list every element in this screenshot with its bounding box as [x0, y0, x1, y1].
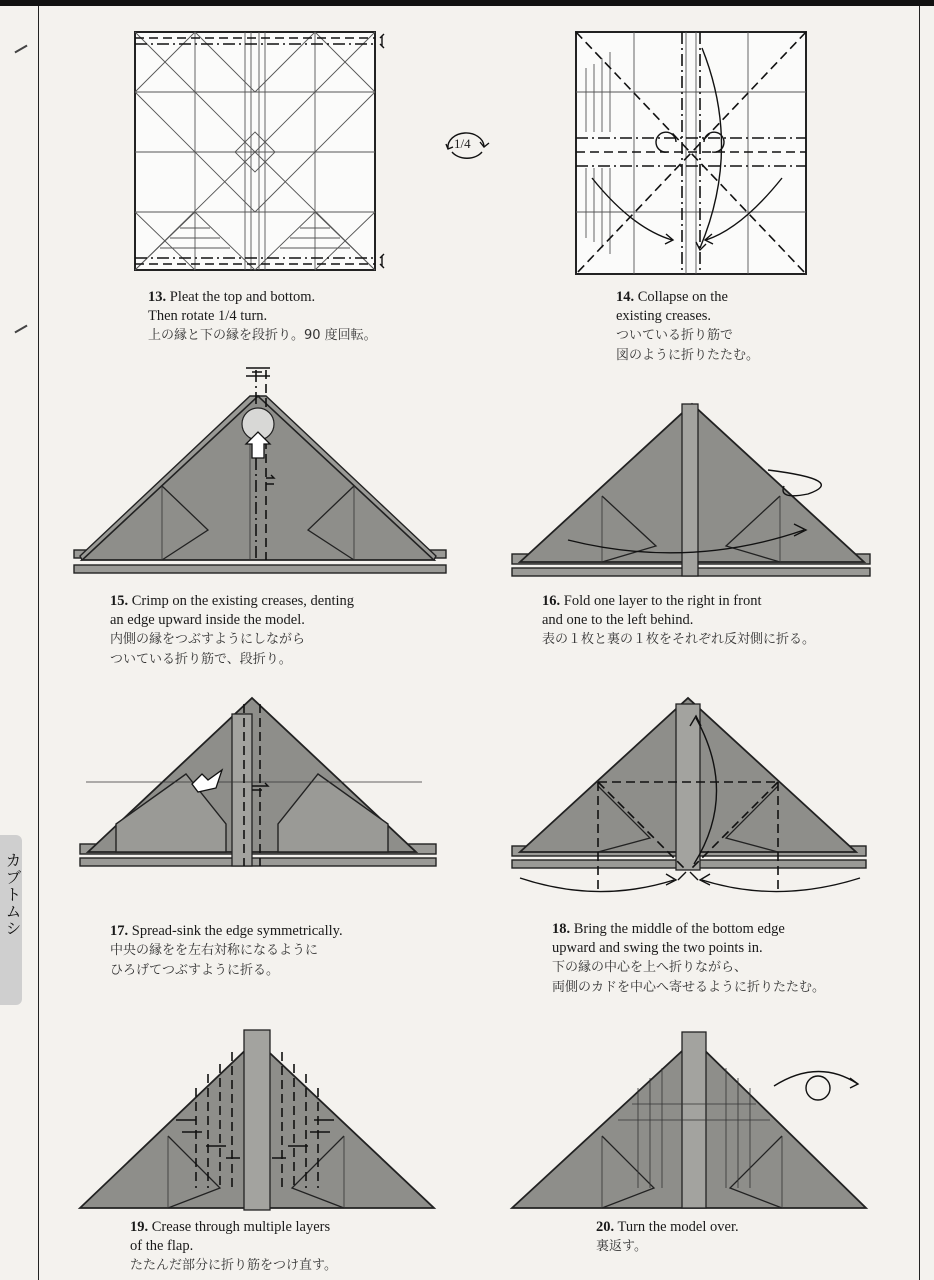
step-17-diagram — [76, 694, 440, 874]
margin-mark — [14, 325, 27, 334]
step-14-caption: 14. Collapse on the existing creases. ついている折り筋で 図のように折りたたむ。 — [616, 289, 760, 363]
step-17-caption: 17. Spread-sink the edge symmetrically. 中央の縁をを左右対称になるように ひろげてつぶすように折る。 — [110, 923, 343, 978]
step-20-caption: 20. Turn the model over. 裏返す。 — [596, 1219, 739, 1254]
step-16-caption: 16. Fold one layer to the right in front and one to the left behind. 表の１枚と裏の１枚をそれぞれ反対側に折る。 — [542, 593, 816, 647]
step-15-caption: 15. Crimp on the existing creases, denting an edge upward inside the model. 内側の縁をつぶすようにしながら ついている折り筋で、段折り。 — [110, 593, 355, 667]
step-15-diagram — [70, 360, 450, 582]
step-16-diagram — [508, 400, 888, 590]
rotate-quarter-label: 1/4 — [454, 136, 471, 151]
step-19-diagram — [76, 1028, 440, 1214]
step-19-caption: 19. Crease through multiple layers of the flap. たたんだ部分に折り筋をつけ直す。 — [130, 1219, 337, 1273]
step-14-diagram — [572, 28, 812, 278]
step-18-diagram — [508, 694, 878, 904]
step-20-diagram — [508, 1028, 878, 1214]
step-18-caption: 18. Bring the middle of the bottom edge upward and swing the two points in. 下の縁の中心を上へ折りながら、 両側のカドを中心へ寄せるように折りたたむ。 — [552, 921, 826, 995]
step-13-diagram — [130, 28, 392, 274]
chapter-tab-label: カブトムシ — [3, 852, 22, 937]
margin-mark — [14, 45, 27, 54]
step-13-caption: 13. Pleat the top and bottom. Then rotate 1/4 turn. 上の縁と下の縁を段折り。90 度回転。 — [148, 289, 377, 343]
